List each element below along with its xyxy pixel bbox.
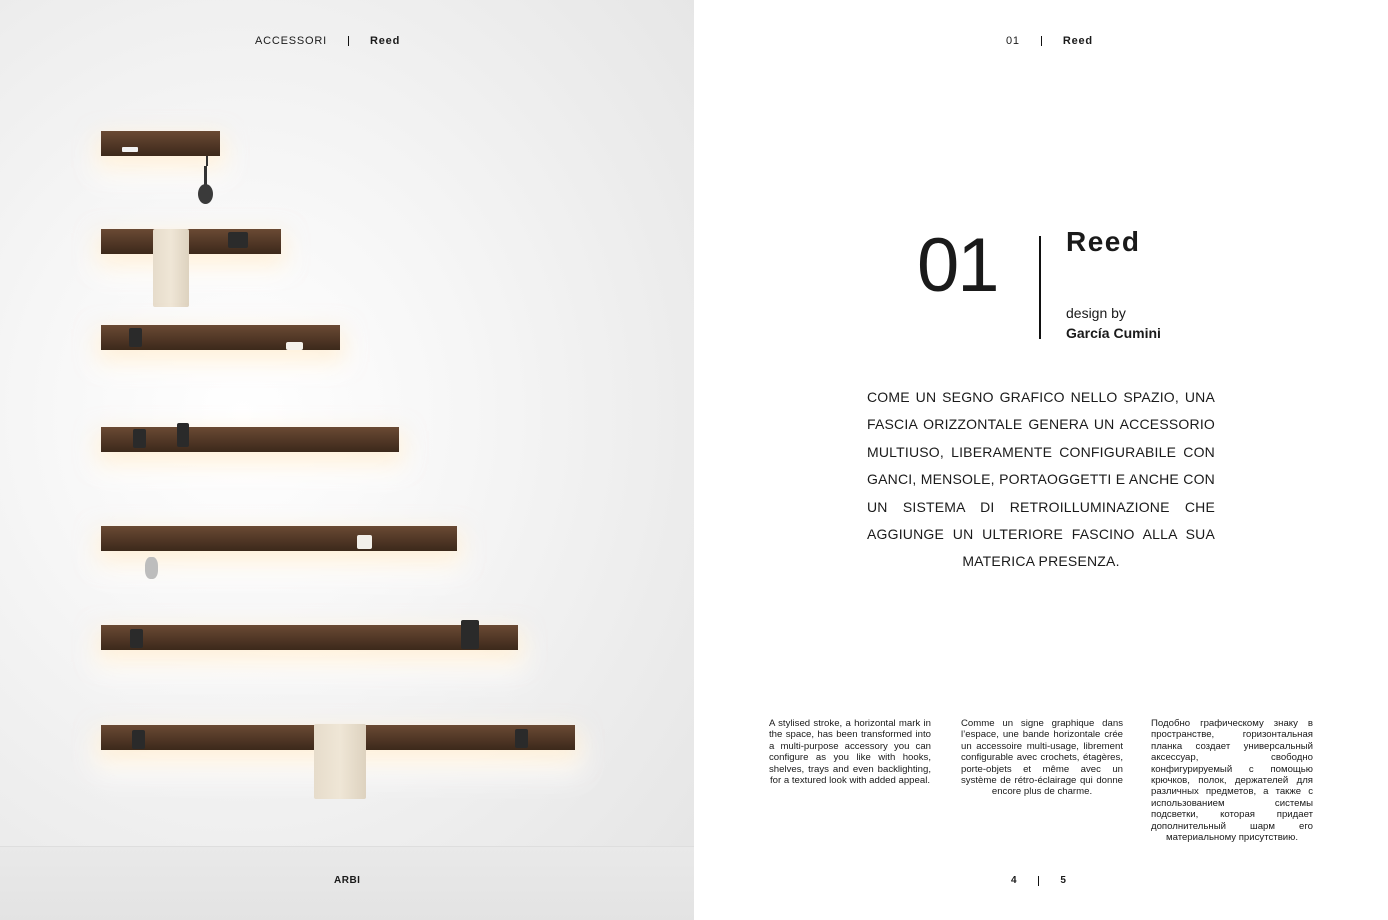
designer-name: García Cumini xyxy=(1066,325,1161,341)
shelf xyxy=(101,131,220,156)
toothbrush-cup xyxy=(133,429,146,448)
soap xyxy=(286,342,303,350)
product-title: Reed xyxy=(1066,226,1141,257)
design-by-label: design by xyxy=(1066,305,1126,321)
hand-brush xyxy=(198,166,213,204)
brand-footer: ARBI xyxy=(334,875,361,886)
header-separator xyxy=(1041,36,1042,46)
shelf-glow xyxy=(95,648,530,672)
shelf xyxy=(101,229,281,254)
soap-dish xyxy=(122,147,138,152)
hanging-sponge xyxy=(145,557,158,579)
right-header xyxy=(1006,35,1093,47)
french-text: Comme un signe graphique dans l’espace, une bande horizontale crée un accessoire multi-usage, librement configurable avec crochets, étagères, porte-objets et même avec un système de rétro-éclairage qui donne encore plus de charme. xyxy=(961,718,1123,798)
header-product: Reed xyxy=(370,35,401,47)
hook xyxy=(206,156,208,166)
section-number: 01 xyxy=(917,223,998,308)
shelf-glow xyxy=(95,251,290,275)
russian-text: Подобно графическому знаку в пространстве, горизонтальная планка создает универсальный аксессуар, свободно конфигурируемый с помощью крючков, полок, держателей для различных предметов, а также с использованием системы подсветки, которая придает дополнительный шарм его материальному присутствию. xyxy=(1151,718,1313,844)
shelf xyxy=(101,625,518,650)
shelf xyxy=(101,526,457,551)
title-divider xyxy=(1039,236,1041,339)
bottles xyxy=(228,232,248,248)
left-header xyxy=(255,35,400,47)
header-separator xyxy=(348,36,349,46)
towel xyxy=(314,724,366,799)
cup xyxy=(129,328,142,347)
page-numbers xyxy=(1011,875,1067,886)
header-number: 01 xyxy=(1006,35,1020,47)
header-product: Reed xyxy=(1062,35,1093,47)
toothbrush-cup xyxy=(130,629,143,648)
dispenser xyxy=(461,620,479,649)
shelf-glow xyxy=(95,349,350,373)
header-section: ACCESSORI xyxy=(255,35,327,47)
right-page xyxy=(694,0,1388,920)
page-number-right: 5 xyxy=(1060,875,1067,886)
english-text: A stylised stroke, a horizontal mark in the space, has been transformed into a multi-purpose accessory you can configure as you like with hooks, shelves, trays and even backlighting, for a textured look with added appeal. xyxy=(769,718,931,787)
shelf-glow xyxy=(95,450,410,474)
towel xyxy=(153,229,189,307)
cup xyxy=(132,730,145,749)
page-number-left: 4 xyxy=(1011,875,1018,886)
toothbrush-cup xyxy=(515,729,528,748)
intro-paragraph: COME UN SEGNO GRAFICO NELLO SPAZIO, UNA FASCIA ORIZZONTALE GENERA UN ACCESSORIO MULTIUSO, LIBERAMENTE CONFIGURABILE CON GANCI, MENSOLE, PORTAOGGETTI E ANCHE CON UN SISTEMA DI RETROILLUMINAZIONE CHE AGGIUNGE UN ULTERIORE FASCINO ALLA SUA MATERICA PRESENZA. xyxy=(867,389,1215,570)
page-separator xyxy=(1038,876,1039,886)
dispenser xyxy=(177,423,189,447)
candle xyxy=(357,535,372,549)
